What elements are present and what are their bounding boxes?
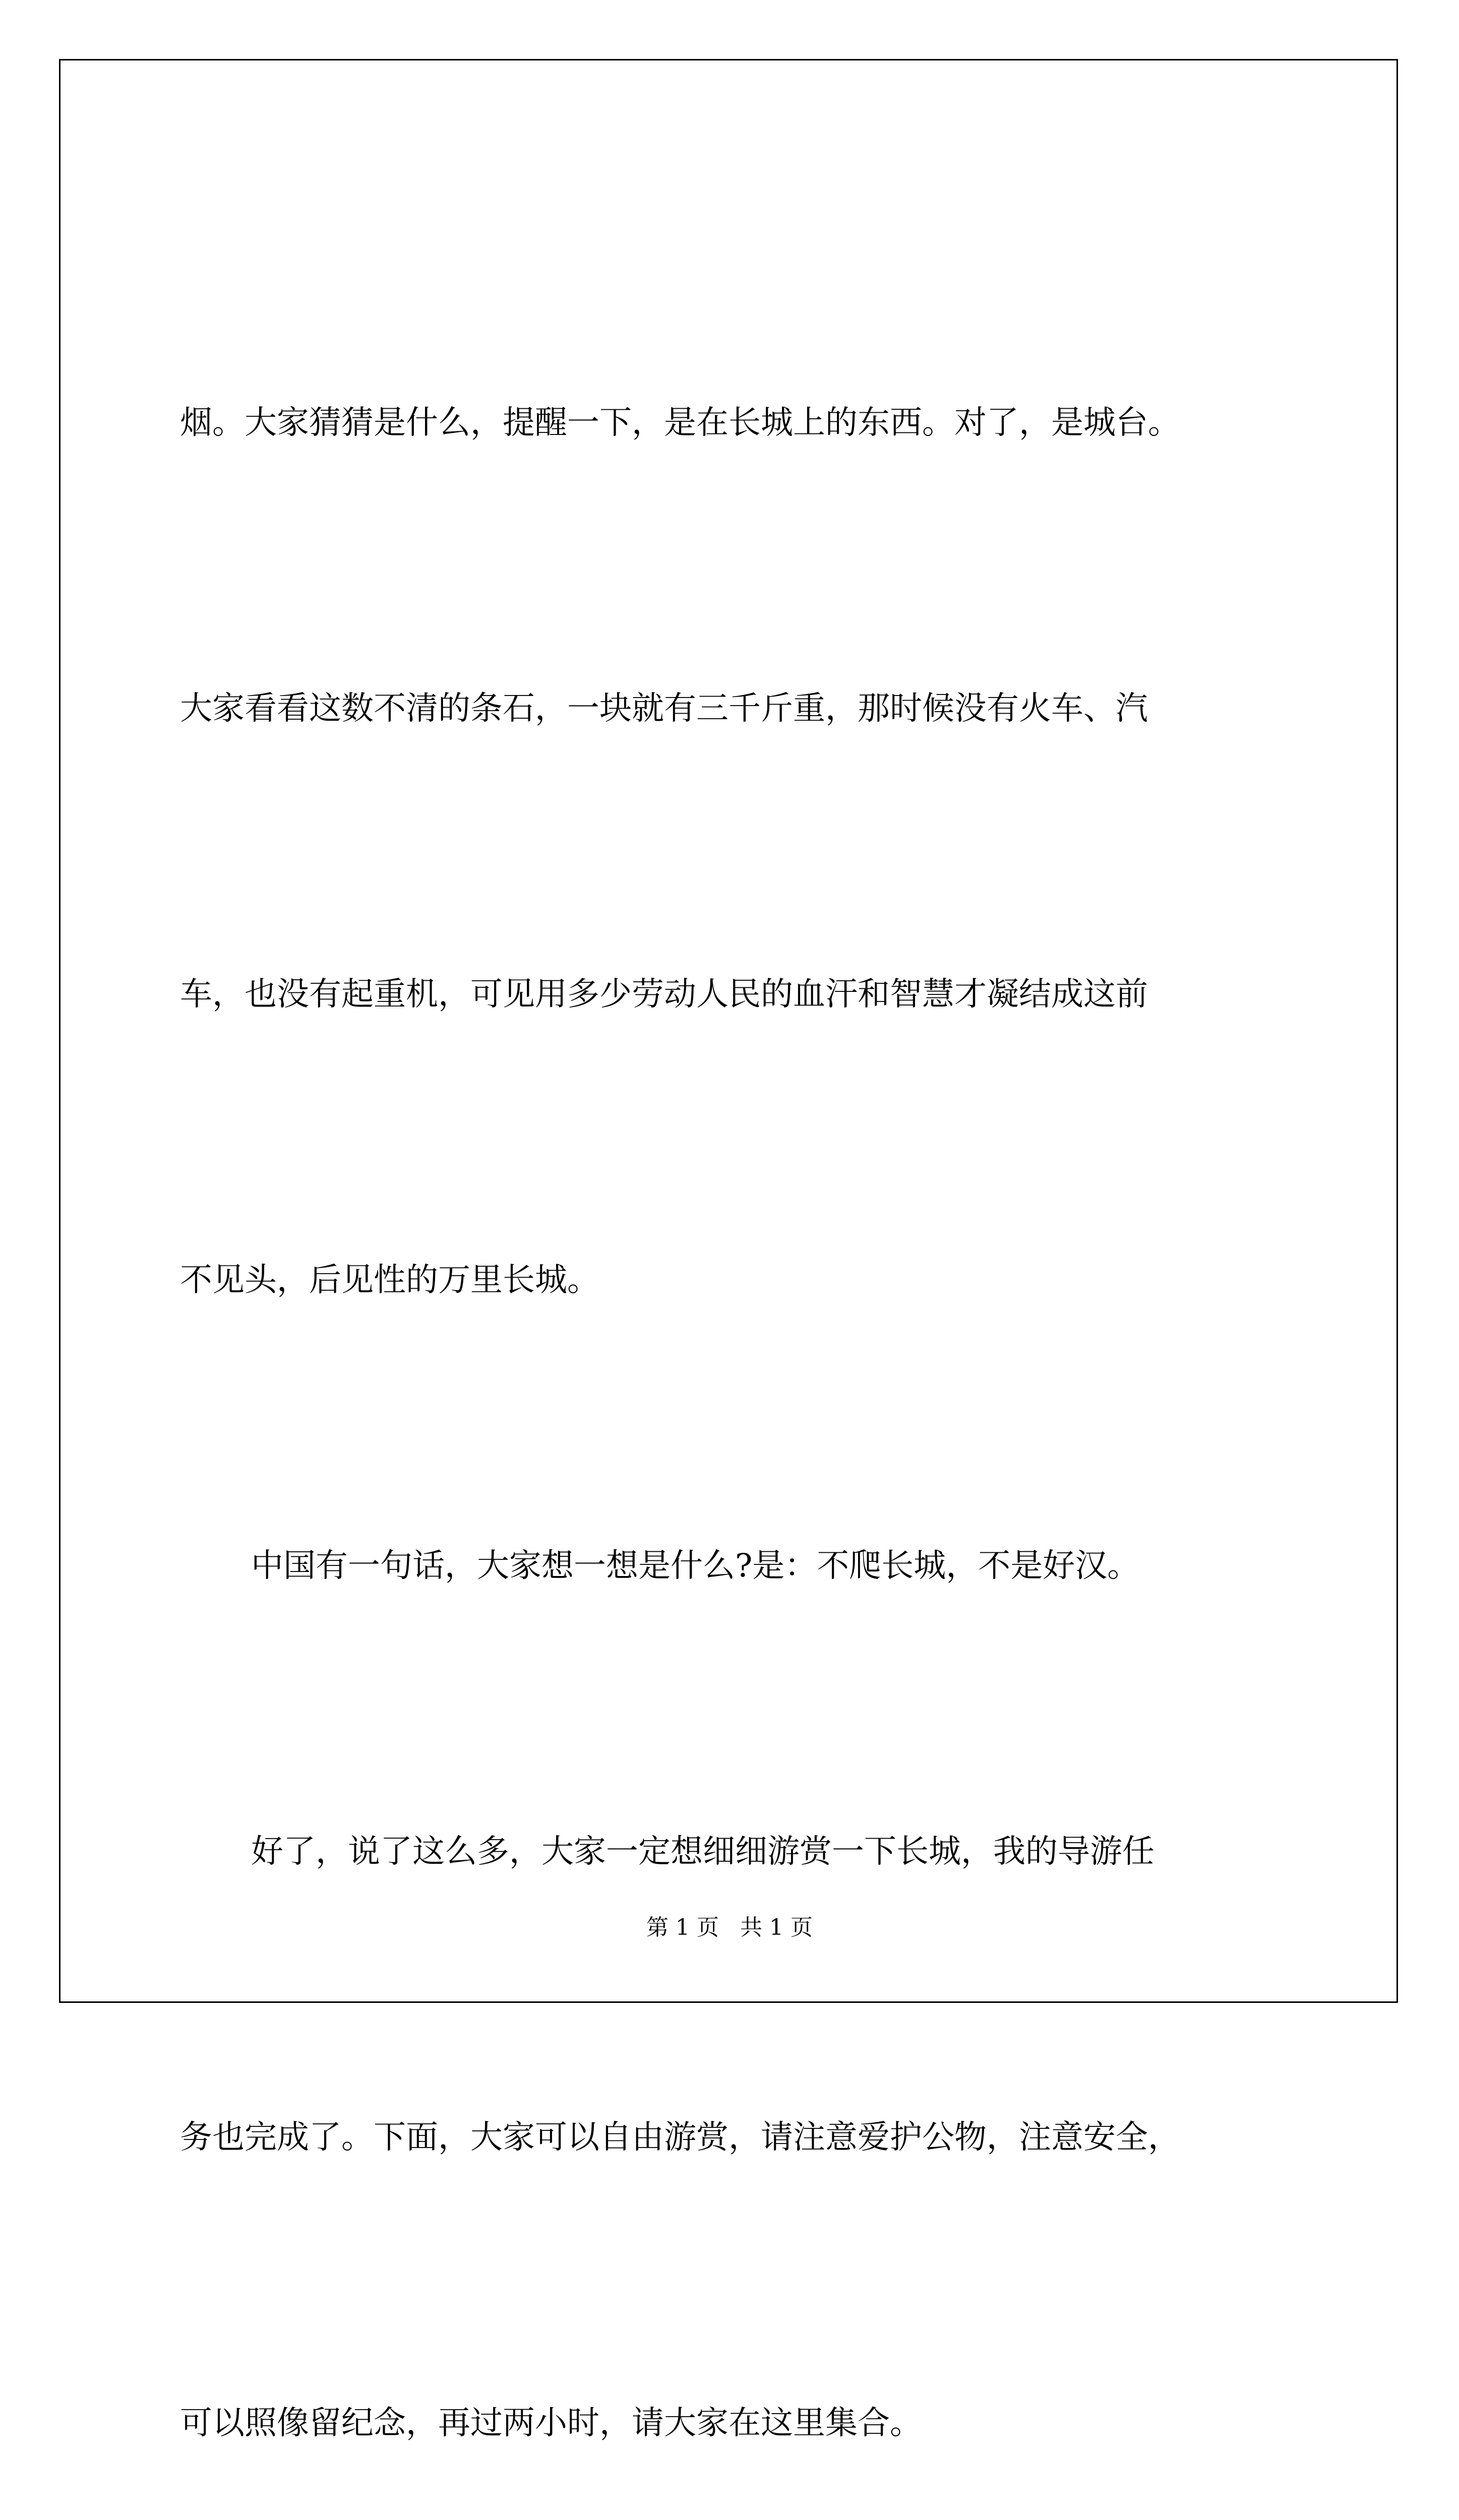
text-line: 务也完成了。下面，大家可以自由游赏，请注意爱护公物，注意安全， — [180, 2119, 1180, 2156]
text-line: 可以照像留纪念，再过两小时，请大家在这里集合。 — [180, 2405, 922, 2442]
text-line: 车，也没有起重机，可见用多少劳动人民的血汗和智慧才凝结成这前 — [180, 976, 1148, 1013]
page-footer: 第 1 页 共 1 页 — [646, 1915, 813, 1940]
text-line: 不见头，后见性的万里长城。 — [180, 1262, 599, 1299]
text-line: 烟。大家猜猜是什么，提醒一下，是在长城上的东西。对了，是城台。 — [180, 404, 1180, 442]
text-line: 大家看看这数不清的条石，一块就有三千斤重，那时候没有火车、汽 — [180, 690, 1148, 727]
text-line: 中国有一句话，大家想一想是什么?是：不爬长城，不是好汉。 — [251, 1547, 1140, 1585]
document-body — [180, 185, 1329, 2520]
text-line: 好了，说了这么多，大家一定想细细游赏一下长城，我的导游任 — [251, 1833, 1154, 1870]
